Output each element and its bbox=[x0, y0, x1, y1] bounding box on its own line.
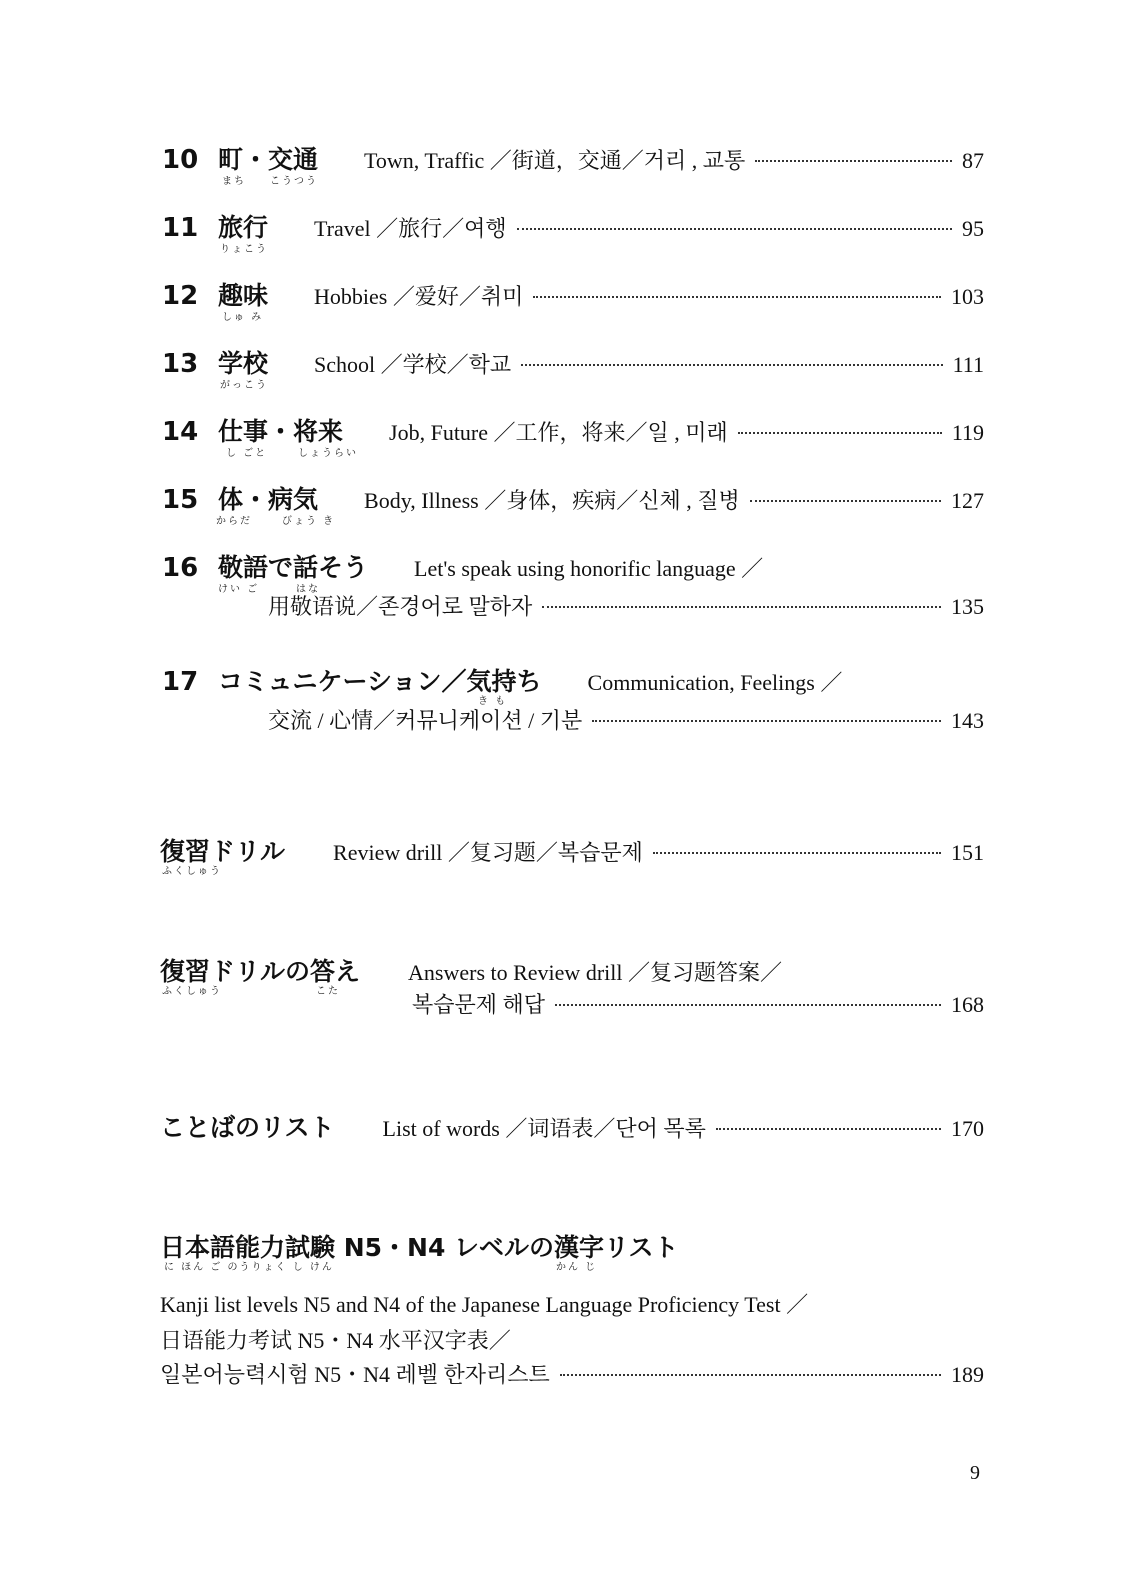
ruby-reading: ふくしゅう bbox=[162, 866, 222, 877]
toc-entry-continuation[interactable] bbox=[160, 1358, 984, 1389]
chapter-number: 12 bbox=[162, 281, 199, 311]
toc-entry-continuation[interactable] bbox=[412, 988, 984, 1019]
ruby-reading: かん じ bbox=[556, 1262, 598, 1273]
page-reference: 151 bbox=[951, 840, 984, 865]
chapter-title: 体・病気 bbox=[218, 485, 319, 514]
chapter-title: 仕事・将来 bbox=[218, 417, 344, 446]
section-title: 日本語能力試験 N5・N4 レベルの漢字リスト bbox=[160, 1233, 679, 1262]
dot-leader bbox=[738, 432, 942, 434]
section-description-cont: 日语能力考试 N5・N4 水平汉字表／ bbox=[160, 1328, 511, 1353]
dot-leader bbox=[716, 1128, 941, 1130]
chapter-description: Town, Traffic ／街道，交通／거리 , 교통 bbox=[364, 148, 746, 173]
dot-leader bbox=[560, 1374, 941, 1376]
toc-entry-continuation[interactable] bbox=[268, 590, 984, 621]
chapter-description: Job, Future ／工作，将来／일 , 미래 bbox=[389, 420, 728, 445]
section-title: 復習ドリルの答え bbox=[160, 957, 361, 986]
dot-leader bbox=[592, 720, 941, 722]
toc-entry[interactable] bbox=[160, 1108, 984, 1144]
dot-leader bbox=[555, 1004, 941, 1006]
section-description: Review drill ／复习题／복습문제 bbox=[333, 840, 643, 865]
ruby-reading: りょこう bbox=[220, 244, 268, 255]
page-reference: 87 bbox=[962, 148, 984, 173]
page-reference: 103 bbox=[951, 284, 984, 309]
page-reference: 95 bbox=[962, 216, 984, 241]
page-reference: 119 bbox=[951, 420, 984, 445]
chapter-description: Communication, Feelings ／ bbox=[587, 670, 843, 695]
chapter-description-cont: 用敬语说／존경어로 말하자 bbox=[268, 594, 533, 619]
chapter-number: 16 bbox=[162, 553, 199, 583]
toc-entry[interactable] bbox=[162, 548, 984, 584]
chapter-description: Body, Illness ／身体，疾病／신체 , 질병 bbox=[364, 488, 740, 513]
ruby-reading: しゅ み bbox=[222, 312, 264, 323]
toc-entry[interactable] bbox=[162, 140, 984, 176]
toc-entry[interactable] bbox=[162, 276, 984, 312]
section-description-cont: 복습문제 해답 bbox=[412, 992, 546, 1017]
page-reference: 189 bbox=[951, 1362, 984, 1387]
ruby-reading: し ごと bbox=[226, 448, 268, 459]
dot-leader bbox=[653, 852, 941, 854]
chapter-title: コミュニケーション／気持ち bbox=[218, 667, 542, 696]
chapter-title: 町・交通 bbox=[218, 145, 319, 174]
ruby-reading: びょう き bbox=[282, 516, 336, 527]
dot-leader bbox=[533, 296, 941, 298]
toc-entry[interactable] bbox=[162, 662, 984, 698]
chapter-title: 趣味 bbox=[218, 281, 269, 310]
chapter-title: 敬語で話そう bbox=[218, 553, 369, 582]
page-reference: 111 bbox=[952, 352, 984, 377]
chapter-description: School ／学校／학교 bbox=[314, 352, 512, 377]
ruby-reading: はな bbox=[296, 584, 320, 595]
chapter-title: 旅行 bbox=[218, 213, 269, 242]
chapter-description: Let's speak using honorific language ／ bbox=[414, 556, 764, 581]
chapter-description-cont: 交流 / 心情／커뮤니케이션 / 기분 bbox=[268, 708, 583, 733]
dot-leader bbox=[542, 606, 941, 608]
page-reference: 168 bbox=[951, 992, 984, 1017]
page-reference: 135 bbox=[951, 594, 984, 619]
ruby-reading: からだ bbox=[216, 516, 252, 527]
page-reference: 170 bbox=[951, 1116, 984, 1141]
dot-leader bbox=[521, 364, 942, 366]
toc-entry[interactable] bbox=[160, 832, 984, 868]
chapter-number: 17 bbox=[162, 667, 199, 697]
section-description: Kanji list levels N5 and N4 of the Japanese Language Proficiency Test ／ bbox=[160, 1292, 809, 1317]
ruby-reading: ふくしゅう bbox=[162, 986, 222, 997]
toc-entry[interactable] bbox=[162, 412, 984, 448]
chapter-description: Hobbies ／爱好／취미 bbox=[314, 284, 524, 309]
section-title: 復習ドリル bbox=[160, 837, 286, 866]
chapter-number: 10 bbox=[162, 145, 199, 175]
chapter-number: 13 bbox=[162, 349, 199, 379]
ruby-reading: がっこう bbox=[220, 380, 268, 391]
toc-entry[interactable] bbox=[162, 208, 984, 244]
chapter-number: 14 bbox=[162, 417, 199, 447]
ruby-reading: こうつう bbox=[270, 176, 318, 187]
ruby-reading: けい ご bbox=[218, 584, 260, 595]
dot-leader bbox=[750, 500, 941, 502]
ruby-reading: しょうらい bbox=[298, 448, 358, 459]
section-description-cont: 일본어능력시험 N5・N4 레벨 한자리스트 bbox=[160, 1362, 550, 1387]
section-title: ことばのリスト bbox=[160, 1113, 335, 1142]
chapter-number: 11 bbox=[162, 213, 199, 243]
toc-entry[interactable] bbox=[162, 344, 984, 380]
dot-leader bbox=[755, 160, 952, 162]
toc-entry-continuation[interactable] bbox=[268, 704, 984, 735]
ruby-reading: こた bbox=[316, 986, 340, 997]
page-reference: 127 bbox=[951, 488, 984, 513]
page-reference: 143 bbox=[951, 708, 984, 733]
toc-entry-continuation bbox=[160, 1288, 984, 1319]
section-description: Answers to Review drill ／复习题答案／ bbox=[408, 960, 782, 985]
chapter-description: Travel ／旅行／여행 bbox=[314, 216, 507, 241]
section-description: List of words ／词语表／단어 목록 bbox=[382, 1116, 706, 1141]
toc-entry[interactable] bbox=[162, 480, 984, 516]
chapter-title: 学校 bbox=[218, 349, 269, 378]
toc-entry-continuation bbox=[160, 1324, 984, 1355]
page-number: 9 bbox=[970, 1462, 980, 1484]
chapter-number: 15 bbox=[162, 485, 199, 515]
dot-leader bbox=[517, 228, 952, 230]
ruby-reading: まち bbox=[222, 176, 246, 187]
toc-entry[interactable] bbox=[160, 952, 984, 988]
ruby-reading: き も bbox=[478, 696, 508, 707]
ruby-reading: に ほん ご のうりょく し けん bbox=[164, 1262, 334, 1273]
